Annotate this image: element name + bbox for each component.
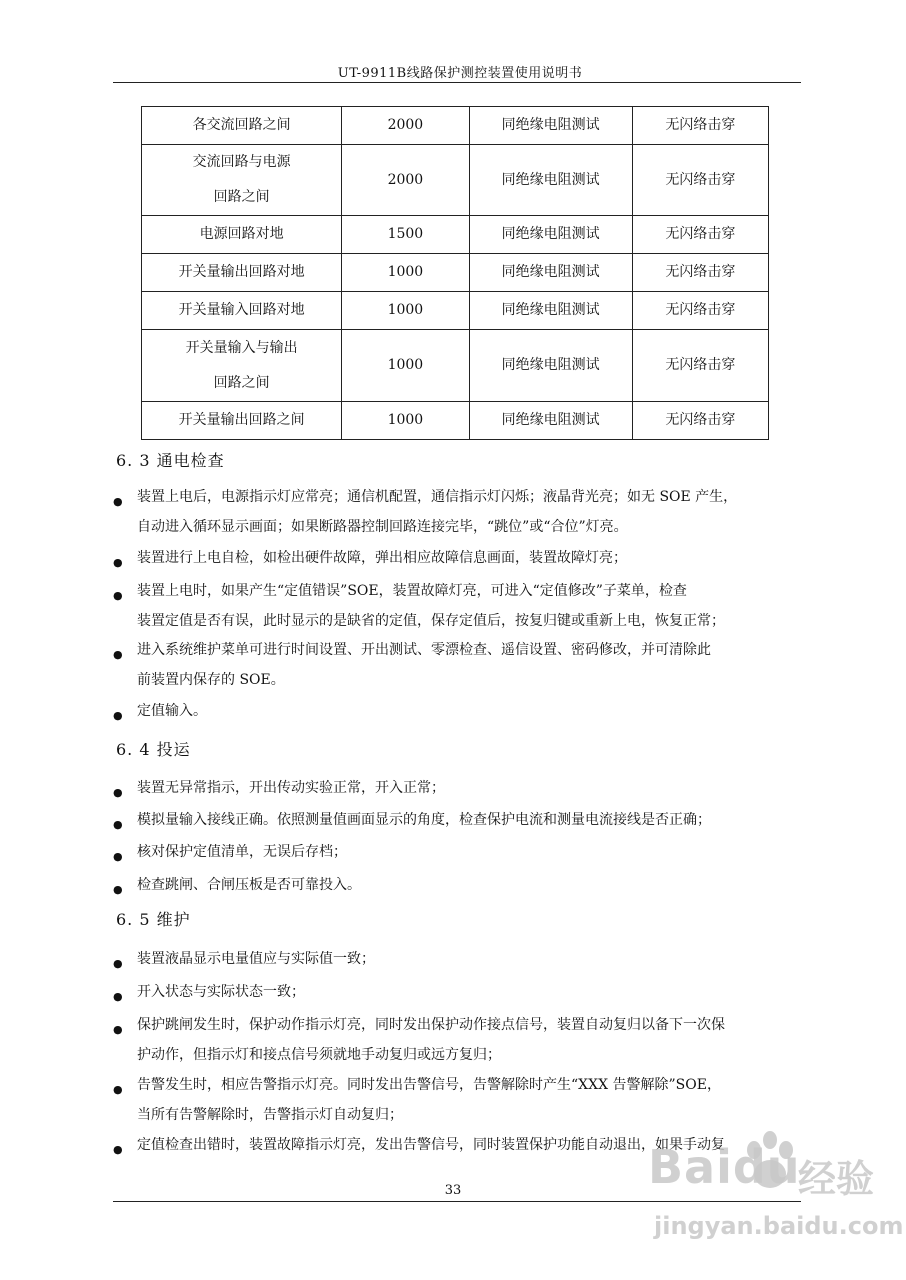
bullet-icon: ● <box>113 883 123 896</box>
list-item-text: 当所有告警解除时，告警指示灯自动复归； <box>137 1107 403 1123</box>
bullet-icon: ● <box>113 1023 123 1036</box>
page-header-title: UT-9911B线路保护测控装置使用说明书 <box>337 66 583 81</box>
list-item-text: 开入状态与实际状态一致； <box>137 984 305 1000</box>
table-cell-voltage: 2000 <box>342 107 469 145</box>
watermark-brand: Baidu <box>648 1140 801 1194</box>
table-cell-item: 电源回路对地 <box>142 216 342 254</box>
table-cell-voltage: 2000 <box>342 145 469 216</box>
list-item <box>113 696 803 726</box>
table-cell-item: 各交流回路之间 <box>142 107 342 145</box>
list-item-text: 自动进入循环显示画面；如果断路器控制回路连接完毕，“跳位”或“合位”灯亮。 <box>137 519 628 535</box>
table-cell-voltage: 1000 <box>342 254 469 292</box>
list-item-text: 装置上电后，电源指示灯应常亮；通信机配置，通信指示灯闪烁；液晶背光亮；如无 SOE 产生， <box>137 489 738 505</box>
watermark-url: jingyan.baidu.com <box>654 1212 904 1240</box>
list-item-text: 模拟量输入接线正确。依照测量值画面显示的角度，检查保护电流和测量电流接线是否正确； <box>137 812 711 828</box>
baidu-jingyan-watermark <box>640 1128 904 1278</box>
bullet-icon: ● <box>113 990 123 1003</box>
section-heading-6-3: 6. 3 通电检查 <box>116 451 225 470</box>
list-item-text: 保护跳闸发生时，保护动作指示灯亮，同时发出保护动作接点信号，装置自动复归以备下一次保 <box>137 1017 725 1033</box>
table-cell-voltage: 1000 <box>342 402 469 440</box>
section-heading-6-4: 6. 4 投运 <box>116 740 191 759</box>
table-cell-item <box>142 145 342 216</box>
bullet-icon: ● <box>113 709 123 722</box>
list-item-text: 检查跳闸、合闸压板是否可靠投入。 <box>137 877 361 893</box>
list-item-text: 装置无异常指示，开出传动实验正常，开入正常； <box>137 780 445 796</box>
table-cell-method: 同绝缘电阻测试 <box>469 402 632 440</box>
table-row <box>142 330 769 402</box>
bullet-icon: ● <box>113 648 123 661</box>
table-cell-item-line: 回路之间 <box>213 189 270 205</box>
table-cell-method: 同绝缘电阻测试 <box>469 330 632 402</box>
list-item <box>113 576 803 636</box>
bullet-icon: ● <box>113 1083 123 1096</box>
list-item <box>113 944 803 974</box>
bullet-icon: ● <box>113 818 123 831</box>
table-cell-item: 开关量输出回路对地 <box>142 254 342 292</box>
table-row <box>142 216 769 254</box>
header-rule <box>113 82 801 83</box>
list-item <box>113 870 803 900</box>
table-cell-method: 同绝缘电阻测试 <box>469 145 632 216</box>
table-cell-item-line: 开关量输入与输出 <box>185 339 298 356</box>
table-cell-voltage: 1500 <box>342 216 469 254</box>
table-cell-voltage: 1000 <box>342 330 469 402</box>
insulation-test-table <box>141 106 769 440</box>
table-cell-result: 无闪络击穿 <box>632 216 768 254</box>
list-item-text: 进入系统维护菜单可进行时间设置、开出测试、零漂检查、遥信设置、密码修改，并可清除此 <box>137 642 711 658</box>
list-item <box>113 805 803 835</box>
bullet-icon: ● <box>113 786 123 799</box>
table-cell-method: 同绝缘电阻测试 <box>469 254 632 292</box>
list-item-text: 装置进行上电自检，如检出硬件故障，弹出相应故障信息画面，装置故障灯亮； <box>137 550 627 566</box>
table-cell-result: 无闪络击穿 <box>632 254 768 292</box>
list-item-text: 告警发生时，相应告警指示灯亮。同时发出告警信号，告警解除时产生“XXX 告警解除”SOE， <box>137 1077 721 1093</box>
table-cell-method: 同绝缘电阻测试 <box>469 216 632 254</box>
table-cell-method: 同绝缘电阻测试 <box>469 107 632 145</box>
table-cell-item <box>142 330 342 402</box>
watermark-brand-cn: 经验 <box>798 1157 875 1201</box>
bullet-icon: ● <box>113 850 123 863</box>
table-row <box>142 145 769 216</box>
list-item-text: 装置定值是否有误，此时显示的是缺省的定值，保存定值后，按复归键或重新上电，恢复正常； <box>137 613 725 629</box>
list-item-text: 前装置内保存的 SOE。 <box>137 672 285 688</box>
table-cell-item: 开关量输入回路对地 <box>142 292 342 330</box>
table-cell-method: 同绝缘电阻测试 <box>469 292 632 330</box>
list-item <box>113 977 803 1007</box>
bullet-icon: ● <box>113 495 123 508</box>
section-heading-6-5: 6. 5 维护 <box>116 910 191 929</box>
table-cell-result: 无闪络击穿 <box>632 107 768 145</box>
table-cell-item-line: 回路之间 <box>213 374 270 391</box>
bullet-icon: ● <box>113 1143 123 1156</box>
table-cell-result: 无闪络击穿 <box>632 402 768 440</box>
list-item <box>113 635 803 695</box>
list-item-text: 定值输入。 <box>137 703 207 719</box>
table-cell-voltage: 1000 <box>342 292 469 330</box>
list-item-text: 核对保护定值清单，无误后存档； <box>137 844 347 860</box>
list-item <box>113 1010 803 1070</box>
list-item <box>113 482 803 542</box>
table-row <box>142 254 769 292</box>
list-item-text: 装置液晶显示电量值应与实际值一致； <box>137 951 375 967</box>
list-item-text: 护动作，但指示灯和接点信号须就地手动复归或远方复归； <box>137 1047 501 1063</box>
table-cell-item: 开关量输出回路之间 <box>142 402 342 440</box>
list-item <box>113 837 803 867</box>
table-cell-result: 无闪络击穿 <box>632 330 768 402</box>
list-item <box>113 1070 803 1130</box>
bullet-icon: ● <box>113 589 123 602</box>
table-row <box>142 402 769 440</box>
table-cell-result: 无闪络击穿 <box>632 292 768 330</box>
table-row <box>142 292 769 330</box>
bullet-icon: ● <box>113 957 123 970</box>
table-cell-result: 无闪络击穿 <box>632 145 768 216</box>
bullet-icon: ● <box>113 556 123 569</box>
list-item <box>113 543 803 573</box>
list-item <box>113 773 803 803</box>
list-item-text: 装置上电时，如果产生“定值错误”SOE，装置故障灯亮，可进入“定值修改”子菜单，检查 <box>137 583 687 599</box>
table-cell-item-line: 交流回路与电源 <box>192 154 291 170</box>
list-item-text: 定值检查出错时，装置故障指示灯亮，发出告警信号，同时装置保护功能自动退出，如果手动复 <box>137 1137 725 1153</box>
table-row <box>142 107 769 145</box>
page-number: 33 <box>444 1183 462 1198</box>
